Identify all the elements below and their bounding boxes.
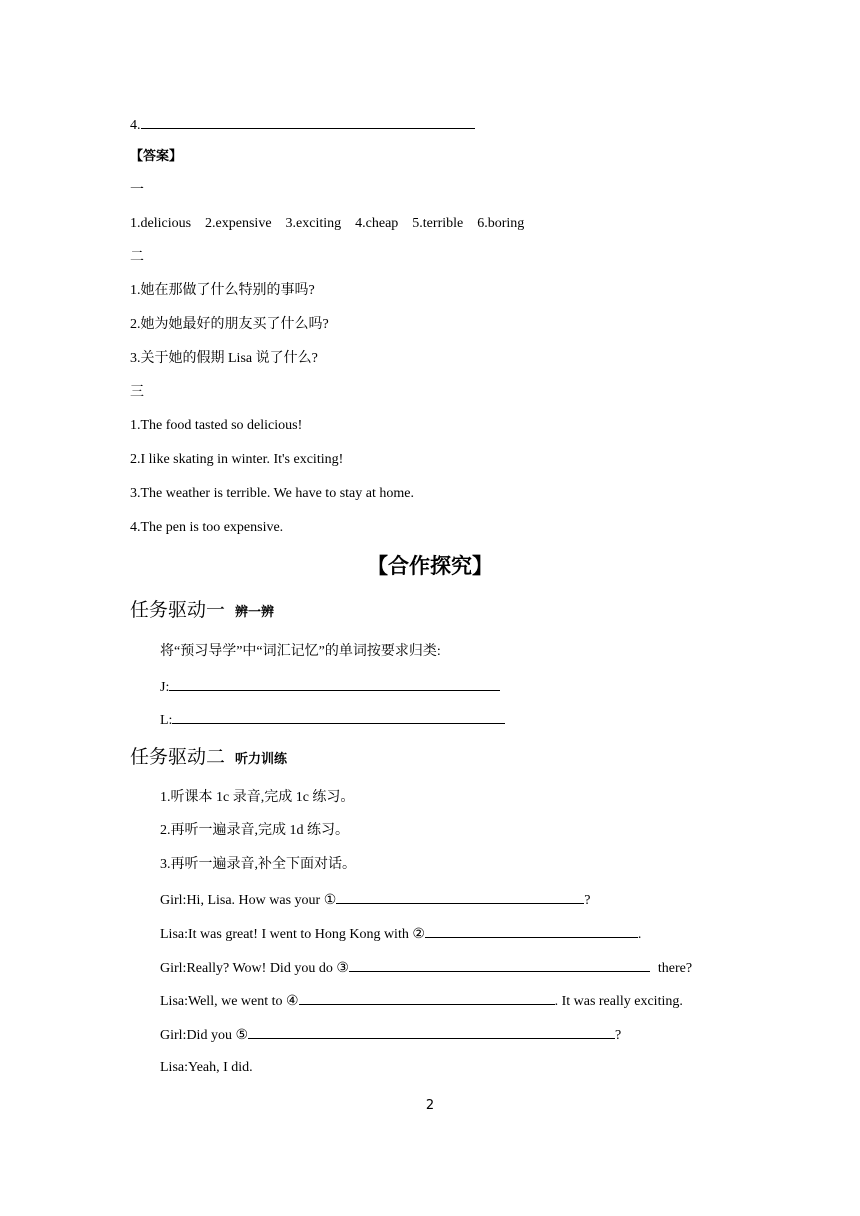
task1-subtitle: 辨一辨 (235, 605, 275, 620)
task1-heading (130, 598, 274, 622)
question-4-number: 4. (130, 118, 141, 133)
dialogue-blank-5[interactable] (248, 1025, 615, 1039)
part2-line-1: 1.她在那做了什么特别的事吗? (130, 283, 315, 298)
dialogue-blank-4[interactable] (299, 991, 555, 1005)
part3-line-4: 4.The pen is too expensive. (130, 520, 284, 535)
word-3: 3.exciting (285, 216, 342, 231)
dialogue-3-text: Girl:Really? Wow! Did you do ③ (160, 961, 349, 976)
word-1: 1.delicious (130, 216, 192, 231)
task2-step-2: 2.再听一遍录音,完成 1d 练习。 (160, 823, 349, 838)
question-4-line (130, 115, 475, 135)
word-5: 5.terrible (412, 216, 464, 231)
dialogue-line-6: Lisa:Yeah, I did. (160, 1060, 253, 1075)
dialogue-line-2 (160, 924, 641, 944)
task2-title: 任务驱动二 (130, 746, 226, 768)
dialogue-5-text: Girl:Did you ⑤ (160, 1028, 248, 1043)
j-answer-blank[interactable] (169, 677, 500, 691)
answer-blank[interactable] (141, 115, 475, 129)
dialogue-line-1 (160, 890, 590, 910)
part2-line-3: 3.关于她的假期 Lisa 说了什么? (130, 351, 318, 366)
task2-step-1: 1.听课本 1c 录音,完成 1c 练习。 (160, 790, 355, 805)
dialogue-4-end: . It was really exciting. (554, 994, 683, 1009)
part3-line-3: 3.The weather is terrible. We have to stay at home. (130, 486, 414, 501)
task2-step-3: 3.再听一遍录音,补全下面对话。 (160, 857, 356, 872)
dialogue-blank-1[interactable] (336, 890, 584, 904)
answer-heading: 【答案】 (130, 149, 183, 164)
l-answer-blank[interactable] (172, 710, 505, 724)
task2-heading (130, 745, 287, 769)
part3-label: 三 (130, 385, 144, 400)
part1-label: 一 (130, 183, 144, 198)
word-2: 2.expensive (205, 216, 272, 231)
dialogue-1-text: Girl:Hi, Lisa. How was your ① (160, 893, 337, 908)
dialogue-line-4 (160, 991, 683, 1011)
task1-title: 任务驱动一 (130, 599, 226, 621)
page-number: 2 (425, 1098, 435, 1113)
part2-label: 二 (130, 250, 144, 265)
l-label: L: (160, 713, 173, 728)
dialogue-2-end: . (637, 927, 642, 942)
j-label: J: (160, 680, 170, 695)
word-6: 6.boring (477, 216, 525, 231)
word-4: 4.cheap (355, 216, 399, 231)
dialogue-3-end: there? (657, 961, 693, 976)
part3-line-2: 2.I like skating in winter. It's exciting! (130, 452, 344, 467)
task2-subtitle: 听力训练 (235, 752, 288, 767)
part1-word-list (130, 215, 538, 233)
task1-l-row (160, 710, 505, 730)
part3-line-1: 1.The food tasted so delicious! (130, 418, 303, 433)
dialogue-blank-3[interactable] (349, 958, 650, 972)
section-title: 【合作探究】 (367, 554, 493, 578)
dialogue-line-3 (160, 958, 692, 978)
task1-j-row (160, 677, 500, 697)
dialogue-5-end: ? (615, 1028, 622, 1043)
dialogue-line-5 (160, 1025, 621, 1045)
task1-instruction: 将“预习导学”中“词汇记忆”的单词按要求归类: (160, 644, 441, 659)
part2-line-2: 2.她为她最好的朋友买了什么吗? (130, 317, 329, 332)
dialogue-blank-2[interactable] (425, 924, 638, 938)
dialogue-1-end: ? (584, 893, 591, 908)
dialogue-4-text: Lisa:Well, we went to ④ (160, 994, 299, 1009)
dialogue-2-text: Lisa:It was great! I went to Hong Kong with ② (160, 927, 425, 942)
